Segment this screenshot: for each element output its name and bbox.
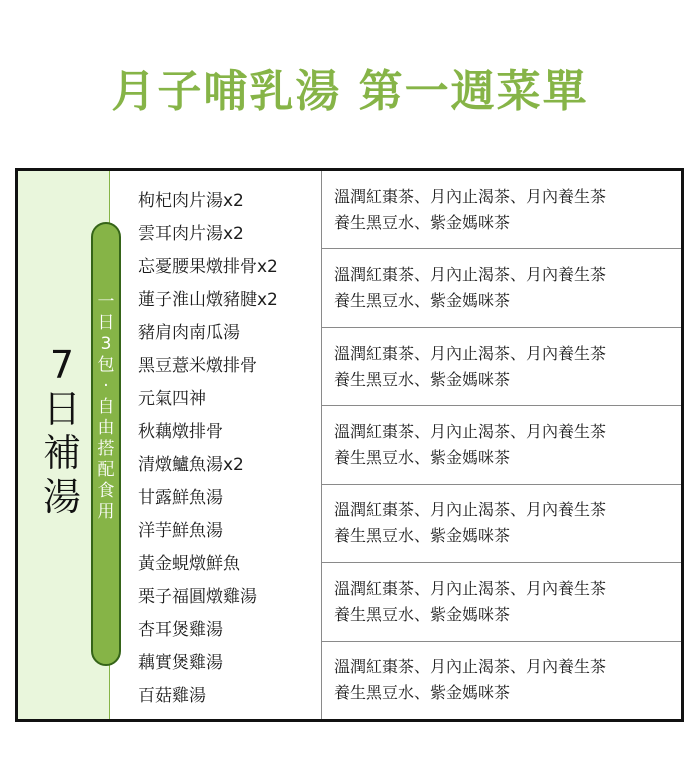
soup-item: 蓮子淮山燉豬腱x2	[138, 290, 278, 310]
soup-item: 藕實煲雞湯	[138, 653, 223, 673]
serving-note-char: 食	[97, 481, 115, 501]
tea-line: 溫潤紅棗茶、月內止渴茶、月內養生茶	[334, 343, 607, 363]
tea-line: 溫潤紅棗茶、月內止渴茶、月內養生茶	[334, 657, 607, 677]
serving-note-char: 自	[97, 397, 115, 417]
tea-row	[322, 485, 681, 563]
serving-note-char: 包	[97, 355, 115, 375]
serving-note-char: 搭	[97, 439, 115, 459]
week-label-char: 日	[42, 387, 81, 431]
serving-note-char: 3	[100, 334, 112, 354]
tea-line: 溫潤紅棗茶、月內止渴茶、月內養生茶	[334, 265, 607, 285]
soup-item: 忘憂腰果燉排骨x2	[138, 257, 278, 277]
tea-row	[322, 249, 681, 327]
serving-note-char: 由	[97, 418, 115, 438]
soup-item: 百菇雞湯	[138, 686, 206, 706]
tea-row	[322, 171, 681, 249]
week-label-char: 湯	[42, 475, 81, 519]
tea-line: 養生黑豆水、紫金媽咪茶	[334, 369, 511, 389]
soup-item: 洋芋鮮魚湯	[138, 521, 223, 541]
tea-line: 溫潤紅棗茶、月內止渴茶、月內養生茶	[334, 578, 607, 598]
menu-table	[15, 168, 684, 722]
tea-row	[322, 406, 681, 484]
soup-item: 杏耳煲雞湯	[138, 620, 223, 640]
tea-line: 養生黑豆水、紫金媽咪茶	[334, 604, 511, 624]
week-label-char: 補	[42, 431, 81, 475]
soup-item: 黃金蜆燉鮮魚	[138, 554, 240, 574]
tea-row	[322, 563, 681, 641]
soup-item: 枸杞肉片湯x2	[138, 191, 244, 211]
serving-note-text	[93, 292, 119, 523]
tea-row	[322, 642, 681, 719]
soup-item: 清燉鱸魚湯x2	[138, 455, 244, 475]
page-title: 月子哺乳湯 第一週菜單	[111, 66, 589, 117]
soup-item: 雲耳肉片湯x2	[138, 224, 244, 244]
soup-item: 栗子福圓燉雞湯	[138, 587, 257, 607]
tea-line: 養生黑豆水、紫金媽咪茶	[334, 526, 511, 546]
serving-note-pill	[91, 222, 121, 666]
serving-note-char: 配	[97, 460, 115, 480]
tea-line: 溫潤紅棗茶、月內止渴茶、月內養生茶	[334, 421, 607, 441]
tea-line: 溫潤紅棗茶、月內止渴茶、月內養生茶	[334, 186, 607, 206]
soup-column	[97, 171, 322, 719]
soup-item: 秋藕燉排骨	[138, 422, 223, 442]
week-label-char: 7	[49, 343, 75, 387]
serving-note-char: 一	[97, 292, 115, 312]
tea-line: 養生黑豆水、紫金媽咪茶	[334, 447, 511, 467]
soup-list	[138, 185, 320, 713]
tea-line: 養生黑豆水、紫金媽咪茶	[334, 683, 511, 703]
serving-note-char: 用	[97, 502, 115, 522]
soup-item: 豬肩肉南瓜湯	[138, 323, 240, 343]
tea-line: 養生黑豆水、紫金媽咪茶	[334, 212, 511, 232]
serving-note-char: ·	[103, 376, 109, 396]
week-label	[38, 343, 86, 519]
tea-column	[322, 171, 681, 719]
tea-line: 養生黑豆水、紫金媽咪茶	[334, 291, 511, 311]
soup-item: 黑豆薏米燉排骨	[138, 356, 257, 376]
tea-row	[322, 328, 681, 406]
serving-note-char: 日	[97, 313, 115, 333]
soup-item: 甘露鮮魚湯	[138, 488, 223, 508]
tea-line: 溫潤紅棗茶、月內止渴茶、月內養生茶	[334, 500, 607, 520]
soup-item: 元氣四神	[138, 389, 206, 409]
